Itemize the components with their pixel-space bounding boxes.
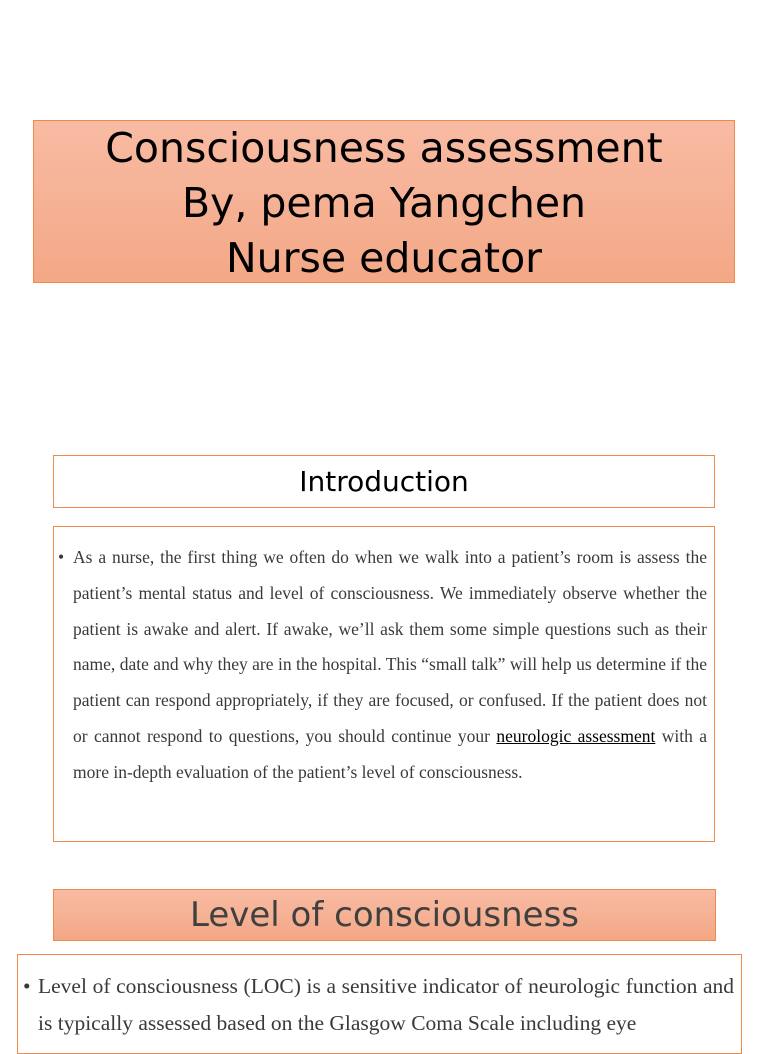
loc-paragraph <box>23 968 734 1042</box>
bullet-icon: • <box>58 547 65 567</box>
introduction-heading: Introduction <box>53 455 715 508</box>
title-line-2: By, pema Yangchen <box>181 179 587 227</box>
title-line-3: Nurse educator <box>225 234 543 282</box>
title-line-1: Consciousness assessment <box>105 124 663 172</box>
level-of-consciousness-heading: Level of consciousness <box>53 889 716 941</box>
level-of-consciousness-body <box>17 954 742 1054</box>
introduction-body <box>53 526 715 842</box>
bullet-icon: • <box>23 974 31 998</box>
introduction-text-1: As a nurse, the first thing we often do when we walk into a patient’s room is assess the patient’s mental status and level of consciousness. We immediately observe whether the patient is awake and alert. If awake, we’ll ask them some simple questions such as their name, date and why they are in the hospital. This “small talk” will help us determine if the patient can respond appropriately, if they are focused, or confused. If the patient does not or cannot respond to questions, you should continue your <box>73 547 707 746</box>
loc-text: Level of consciousness (LOC) is a sensitive indicator of neurologic function and is typically assessed based on the Glasgow Coma Scale including eye <box>38 974 734 1035</box>
introduction-text-2: with a more in-depth evaluation of the patient’s level of consciousness. <box>73 725 707 782</box>
neurologic-assessment-link[interactable]: neurologic assessment <box>496 725 656 746</box>
introduction-paragraph <box>58 540 707 791</box>
title-slide <box>33 120 735 283</box>
